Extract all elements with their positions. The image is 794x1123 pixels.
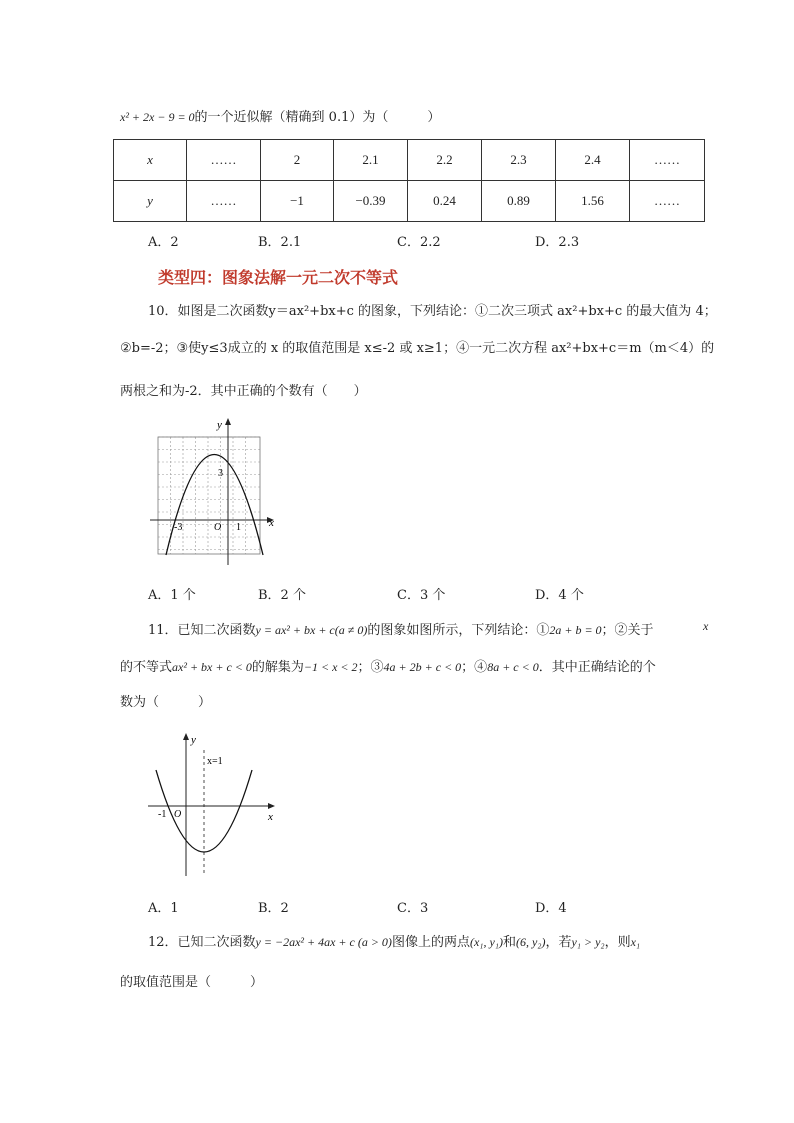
q12-text-d: ，若 [545, 935, 572, 950]
section-title: 类型四：图象法解一元二次不等式 [158, 268, 399, 287]
origin-label: O [174, 809, 182, 820]
q11-option-d[interactable]: D．4 [535, 901, 567, 916]
q11-text-e: 的解集为 [251, 660, 304, 675]
q12-line2: 的取值范围是（ ） [120, 975, 264, 990]
x-axis-arrow-icon [268, 803, 275, 809]
q11-option-a[interactable]: A．1 [148, 901, 179, 916]
table-cell: …… [187, 140, 261, 181]
q10-line2: ②b=-2；③使y≤3成立的 x 的取值范围是 x≤-2 或 x≥1；④一元二次方程 ax²+bx+c＝m（m＜4）的 [120, 341, 715, 356]
q12-var-x1: x₁ [630, 935, 641, 949]
q11-var-x: x [703, 619, 709, 633]
q11-condition-1: 2a + b = 0 [549, 623, 602, 637]
table-cell: 0.24 [408, 181, 482, 222]
q11-text-b: 的图象如图所示，下列结论：① [367, 623, 550, 638]
q11-text-c: ；②关于 [601, 623, 654, 638]
q9-option-b[interactable]: B．2.1 [258, 235, 302, 250]
table-cell: 2.4 [556, 140, 630, 181]
x-axis-label: x [268, 811, 273, 823]
parabola-curve [166, 455, 263, 556]
q11-equation: y = ax² + bx + c(a ≠ 0) [255, 623, 368, 637]
q9-stem [120, 108, 440, 127]
table-cell: 2.2 [408, 140, 482, 181]
tick-label-neg1: -1 [158, 809, 167, 820]
q9-value-table [113, 139, 705, 222]
table-cell: −0.39 [334, 181, 408, 222]
table-cell: 2.1 [334, 140, 408, 181]
q12-condition: y₁ > y₂ [571, 935, 605, 949]
q11-text-h: ．其中正确结论的个 [538, 660, 656, 675]
q12-text-c: 和 [502, 935, 516, 950]
q11-solution-set: −1 < x < 2 [303, 660, 358, 674]
q10-line3: 两根之和为-2．其中正确的个数有（ ） [120, 384, 367, 399]
q11-text-d: 的不等式 [120, 660, 173, 675]
table-cell: …… [630, 140, 705, 181]
q12-text-a: 12．已知二次函数 [148, 935, 256, 950]
q10-option-c[interactable]: C．3 个 [397, 588, 446, 603]
table-cell: −1 [261, 181, 334, 222]
origin-label: O [214, 522, 222, 533]
table-cell: 2.3 [482, 140, 556, 181]
table-row-x [114, 140, 705, 181]
q10-parabola-graph [148, 412, 280, 567]
q11-option-b[interactable]: B．2 [258, 901, 289, 916]
q11-inequality: ax² + bx + c < 0 [172, 660, 252, 674]
tick-label-neg3: -3 [174, 522, 183, 533]
q11-text-f: ；③ [357, 660, 384, 675]
q12-text-b: 图像上的两点 [391, 935, 470, 950]
y-axis-arrow-icon [183, 733, 189, 740]
q11-line3: 数为（ ） [120, 695, 212, 710]
q12-line1 [148, 933, 640, 952]
table-cell: x [114, 140, 187, 181]
table-cell: y [114, 181, 187, 222]
q11-condition-4: 8a + c < 0 [487, 660, 539, 674]
q11-condition-3: 4a + 2b + c < 0 [383, 660, 462, 674]
q9-option-d[interactable]: D．2.3 [535, 235, 580, 250]
q11-text-a: 11．已知二次函数 [148, 623, 256, 638]
tick-label-3: 3 [218, 468, 223, 479]
table-cell: …… [187, 181, 261, 222]
q12-equation: y = −2ax² + 4ax + c (a > 0) [255, 935, 392, 949]
y-axis-arrow-icon [225, 418, 231, 425]
q10-option-a[interactable]: A．1 个 [148, 588, 196, 603]
symmetry-label: x=1 [207, 756, 223, 767]
q11-line1 [148, 619, 709, 640]
y-axis-label: y [217, 419, 222, 431]
q11-option-c[interactable]: C．3 [397, 901, 429, 916]
q10-line1: 10．如图是二次函数y＝ax²+bx+c 的图象，下列结论：①二次三项式 ax²+bx+c 的最大值为 4； [148, 304, 717, 319]
table-cell: 1.56 [556, 181, 630, 222]
q9-text: 的一个近似解（精确到 0.1）为（ ） [194, 110, 441, 125]
y-axis-label: y [191, 734, 196, 746]
q9-option-c[interactable]: C．2.2 [397, 235, 441, 250]
q12-text-e: ，则 [604, 935, 631, 950]
q12-point-2: (6, y₂) [515, 935, 546, 949]
q9-option-a[interactable]: A．2 [148, 235, 179, 250]
q9-equation: x² + 2x − 9 = 0 [120, 110, 195, 124]
table-cell: 2 [261, 140, 334, 181]
q10-option-b[interactable]: B．2 个 [258, 588, 306, 603]
q11-text-g: ；④ [461, 660, 488, 675]
q12-point-1: (x₁, y₁) [469, 935, 503, 949]
x-axis-label: x [269, 517, 274, 529]
q10-option-d[interactable]: D．4 个 [535, 588, 584, 603]
q11-line2 [120, 658, 656, 677]
table-cell: 0.89 [482, 181, 556, 222]
table-cell: …… [630, 181, 705, 222]
table-row-y [114, 181, 705, 222]
q11-parabola-graph [144, 728, 284, 878]
tick-label-1: 1 [236, 522, 241, 533]
